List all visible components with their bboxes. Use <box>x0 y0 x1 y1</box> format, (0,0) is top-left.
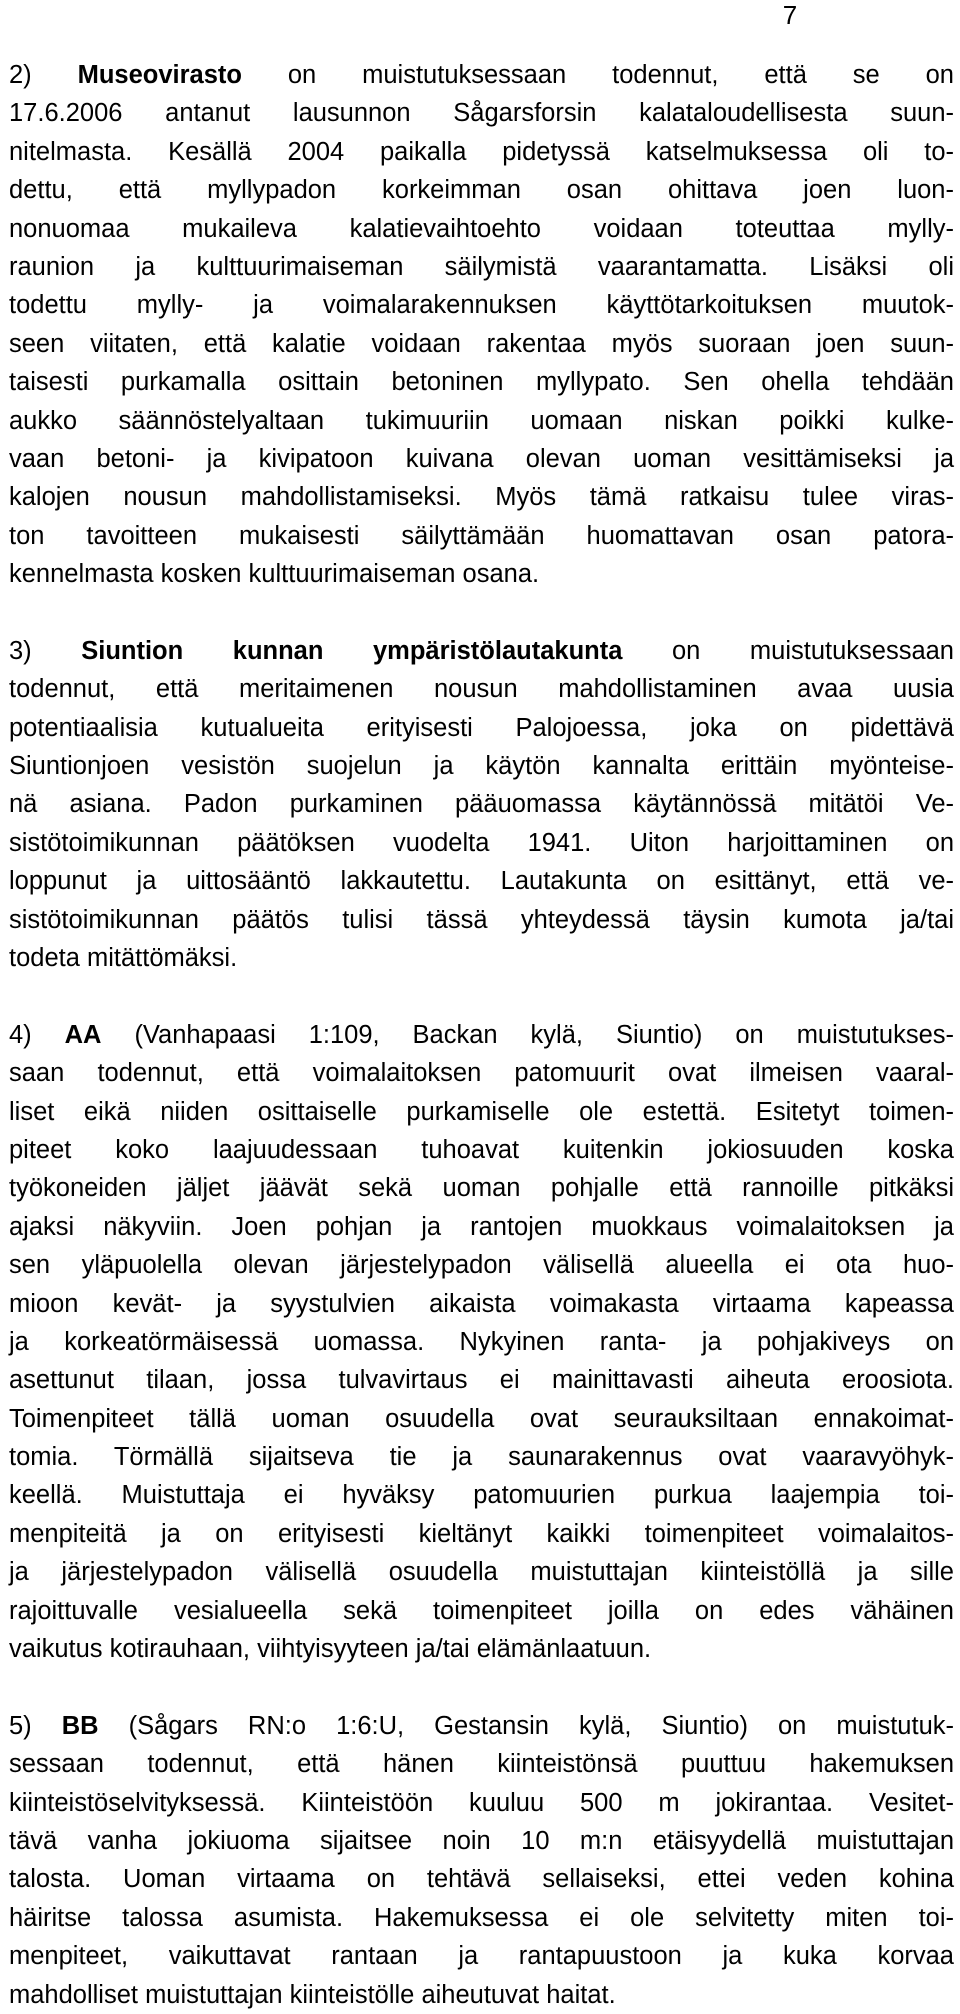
text-line <box>9 1592 954 1630</box>
text-line <box>9 862 954 900</box>
line-text: raunion ja kulttuurimaiseman säilymistä vaarantamatta. Lisäksi oli <box>9 252 954 281</box>
document-body <box>9 56 954 2014</box>
text-line <box>9 670 954 708</box>
text-line <box>9 402 954 440</box>
text-line <box>9 824 954 862</box>
line-text: todeta mitättömäksi. <box>9 943 238 972</box>
text-line <box>9 1553 954 1591</box>
text-line <box>9 1169 954 1207</box>
text-line <box>9 1400 954 1438</box>
line-text: loppunut ja uittosääntö lakkautettu. Lautakunta on esittänyt, että ve- <box>9 867 954 896</box>
line-text: kalojen nousun mahdollistamiseksi. Myös tämä ratkaisu tulee viras- <box>9 483 954 512</box>
line-text: kiinteistöselvityksessä. Kiinteistöön kuuluu 500 m jokirantaa. Vesitet- <box>9 1788 954 1817</box>
line-text: keellä. Muistuttaja ei hyväksy patomuurien purkua laajempia toi- <box>9 1481 954 1510</box>
line-text: sistötoimikunnan päätös tulisi tässä yhteydessä täysin kumota ja/tai <box>9 905 954 934</box>
paragraph-section-4 <box>9 1016 954 1669</box>
line-text: todennut, että meritaimenen nousun mahdollistaminen avaa uusia <box>9 675 954 704</box>
text-line <box>9 56 954 94</box>
line-text: nitelmasta. Kesällä 2004 paikalla pidetyssä katselmuksessa oli to- <box>9 137 954 166</box>
text-line <box>9 1976 954 2014</box>
text-line <box>9 440 954 478</box>
text-line <box>9 1937 954 1975</box>
text-line <box>9 939 954 977</box>
paragraph-gap <box>9 977 954 1015</box>
line-text: on muistutuksessaan todennut, että se on <box>241 61 954 89</box>
text-line <box>9 325 954 363</box>
paragraph-section-5 <box>9 1707 954 2014</box>
paragraph-section-2 <box>9 56 954 593</box>
text-line <box>9 1323 954 1361</box>
line-text: 5) <box>9 1711 62 1740</box>
line-text: aukko säännöstelyaltaan tukimuuriin uomaan niskan poikki kulke- <box>9 406 954 435</box>
text-line <box>9 1246 954 1284</box>
text-line <box>9 478 954 516</box>
line-text: seen viitaten, että kalatie voidaan rakentaa myös suoraan joen suun- <box>9 329 954 358</box>
text-line <box>9 632 954 670</box>
line-text: ton tavoitteen mukaisesti säilyttämään huomattavan osan patora- <box>9 521 954 550</box>
text-line <box>9 785 954 823</box>
line-text: tomia. Törmällä sijaitseva tie ja saunarakennus ovat vaaravyöhyk- <box>9 1443 954 1472</box>
respondent-name: Museovirasto <box>77 61 242 89</box>
text-line <box>9 1093 954 1131</box>
text-line <box>9 1016 954 1054</box>
text-line <box>9 1438 954 1476</box>
line-text: sessaan todennut, että hänen kiinteistönsä puuttuu hakemuksen <box>9 1750 954 1779</box>
line-text: vaan betoni- ja kivipatoon kuivana olevan uoman vesittämiseksi ja <box>9 444 954 473</box>
text-line <box>9 133 954 171</box>
text-line <box>9 1361 954 1399</box>
line-text: dettu, että myllypadon korkeimman osan ohittava joen luon- <box>9 176 954 205</box>
text-line <box>9 747 954 785</box>
line-text: ja järjestelypadon välisellä osuudella muistuttajan kiinteistöllä ja sille <box>9 1558 954 1587</box>
line-text: vaikutus kotirauhaan, viihtyisyyteen ja/tai elämänlaatuun. <box>9 1635 652 1664</box>
text-line <box>9 363 954 401</box>
text-line <box>9 1630 954 1668</box>
line-text: potentiaalisia kutualueita erityisesti Palojoessa, joka on pidettävä <box>9 713 954 742</box>
line-text: sen yläpuolella olevan järjestelypadon välisellä alueella ei ota huo- <box>9 1251 954 1280</box>
text-line <box>9 1784 954 1822</box>
line-text: saan todennut, että voimalaitoksen patomuurit ovat ilmeisen vaaral- <box>9 1059 954 1088</box>
line-text: liset eikä niiden osittaiselle purkamiselle ole estettä. Esitetyt toimen- <box>9 1097 954 1126</box>
line-text: 17.6.2006 antanut lausunnon Sågarsforsin kalataloudellisesta suun- <box>9 99 954 128</box>
line-text: ja korkeatörmäisessä uomassa. Nykyinen ranta- ja pohjakiveys on <box>9 1327 954 1356</box>
line-text: menpiteitä ja on erityisesti kieltänyt kaikki toimenpiteet voimalaitos- <box>9 1519 954 1548</box>
line-text: Siuntionjoen vesistön suojelun ja käytön kannalta erittäin myönteise- <box>9 752 954 781</box>
line-text: tävä vanha jokiuoma sijaitsee noin 10 m:n etäisyydellä muistuttajan <box>9 1826 954 1855</box>
text-line <box>9 1208 954 1246</box>
line-text: Toimenpiteet tällä uoman osuudella ovat seurauksiltaan ennakoimat- <box>9 1404 954 1433</box>
respondent-name: Siuntion kunnan ympäristölautakunta <box>81 636 623 665</box>
line-text: nonuomaa mukaileva kalatievaihtoehto voidaan toteuttaa mylly- <box>9 214 954 243</box>
text-line <box>9 1860 954 1898</box>
text-line <box>9 555 954 593</box>
line-text: menpiteet, vaikuttavat rantaan ja rantapuustoon ja kuka korvaa <box>9 1942 954 1971</box>
line-text: (Sågars RN:o 1:6:U, Gestansin kylä, Siuntio) on muistutuk- <box>98 1711 954 1740</box>
paragraph-gap <box>9 1668 954 1706</box>
line-text: piteet koko laajuudessaan tuhoavat kuitenkin jokiosuuden koska <box>9 1135 954 1164</box>
text-line <box>9 1515 954 1553</box>
line-text: ajaksi näkyviin. Joen pohjan ja rantojen muokkaus voimalaitoksen ja <box>9 1212 954 1241</box>
text-line <box>9 1054 954 1092</box>
text-line <box>9 210 954 248</box>
text-line <box>9 1285 954 1323</box>
line-text: on muistutuksessaan <box>622 636 954 665</box>
text-line <box>9 171 954 209</box>
line-text: mahdolliset muistuttajan kiinteistölle aiheutuvat haitat. <box>9 1980 616 2009</box>
line-text: rajoittuvalle vesialueella sekä toimenpiteet joilla on edes vähäinen <box>9 1596 954 1625</box>
text-line <box>9 709 954 747</box>
respondent-name: BB <box>61 1711 99 1740</box>
line-text: nä asiana. Padon purkaminen pääuomassa käytännössä mitätöi Ve- <box>9 790 954 819</box>
line-text: todettu mylly- ja voimalarakennuksen käyttötarkoituksen muutok- <box>9 291 954 320</box>
text-line <box>9 1822 954 1860</box>
line-text: työkoneiden jäljet jäävät sekä uoman pohjalle että rannoille pitkäksi <box>9 1174 954 1203</box>
line-text: mioon kevät- ja syystulvien aikaista voimakasta virtaama kapeassa <box>9 1289 954 1318</box>
text-line <box>9 517 954 555</box>
line-text: taisesti purkamalla osittain betoninen myllypato. Sen ohella tehdään <box>9 368 954 397</box>
line-text: sistötoimikunnan päätöksen vuodelta 1941. Uiton harjoittaminen on <box>9 828 954 857</box>
page-number: 7 <box>782 0 798 30</box>
text-line <box>9 286 954 324</box>
line-text: (Vanhapaasi 1:109, Backan kylä, Siuntio) on muistutukses- <box>101 1020 954 1049</box>
text-line <box>9 94 954 132</box>
paragraph-gap <box>9 593 954 631</box>
line-text: 3) <box>9 636 82 665</box>
text-line <box>9 1476 954 1514</box>
text-line <box>9 1707 954 1745</box>
line-text: asettunut tilaan, jossa tulvavirtaus ei mainittavasti aiheuta eroosiota. <box>9 1366 954 1395</box>
line-text: kennelmasta kosken kulttuurimaiseman osana. <box>9 560 540 589</box>
respondent-name: AA <box>64 1020 102 1049</box>
line-text: häiritse talossa asumista. Hakemuksessa ei ole selvitetty miten toi- <box>9 1903 954 1932</box>
line-text: talosta. Uoman virtaama on tehtävä sellaiseksi, ettei veden kohina <box>9 1865 954 1894</box>
text-line <box>9 1131 954 1169</box>
text-line <box>9 248 954 286</box>
text-line <box>9 901 954 939</box>
text-line <box>9 1745 954 1783</box>
line-text: 4) <box>9 1020 65 1049</box>
line-text: 2) <box>9 61 78 89</box>
paragraph-section-3 <box>9 632 954 978</box>
